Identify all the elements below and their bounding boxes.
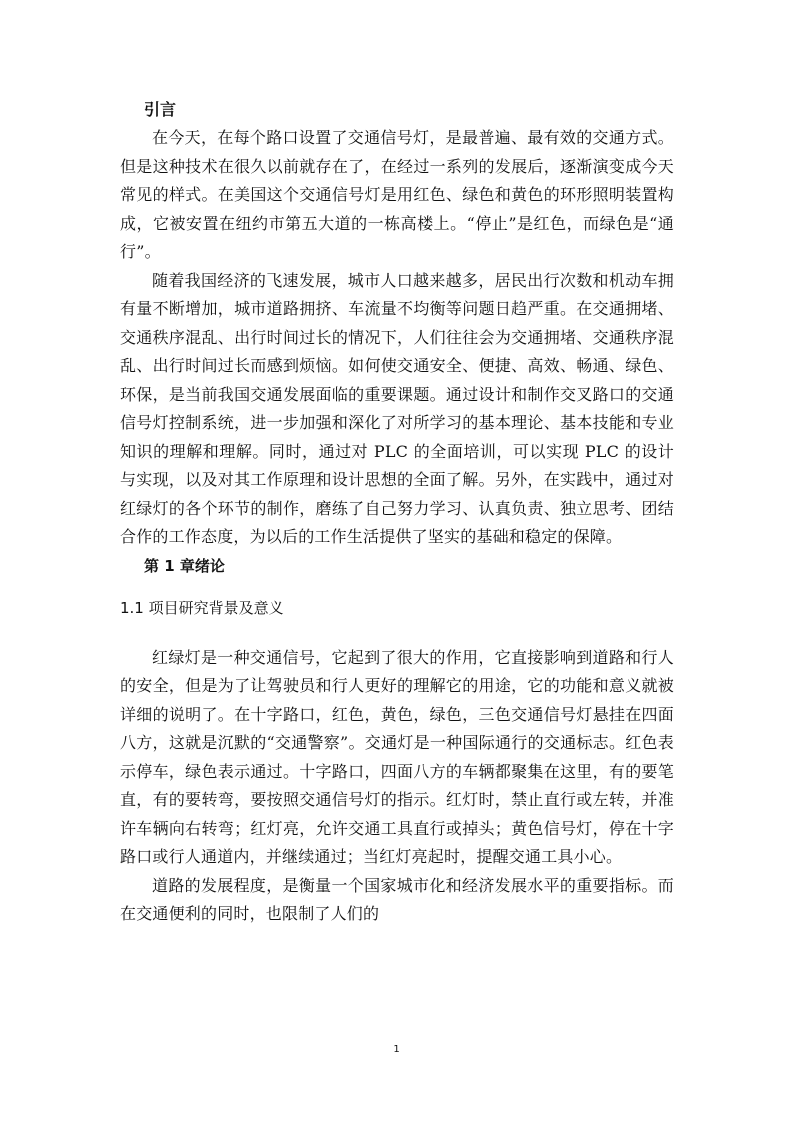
section-paragraph-2: 道路的发展程度，是衡量一个国家城市化和经济发展水平的重要指标。而在交通便利的同时，也限制了人们的 <box>120 875 674 923</box>
intro-paragraph-1: 在今天，在每个路口设置了交通信号灯，是最普遍、最有效的交通方式。但是这种技术在很久以前就存在了，在经过一系列的发展后，逐渐演变成今天常见的样式。在美国这个交通信号灯是用红色、绿色和黄色的环形照明装置构成，它被安置在纽约市第五大道的一栋高楼上。“停止”是红色，而绿色是“通行”。 <box>120 128 674 261</box>
page-content <box>120 96 674 929</box>
section-paragraph-1: 红绿灯是一种交通信号，它起到了很大的作用，它直接影响到道路和行人的安全，但是为了让驾驶员和行人更好的理解它的用途，它的功能和意义就被详细的说明了。在十字路口，红色，黄色，绿色，三色交通信号灯悬挂在四面八方，这就是沉默的“交通警察”。交通灯是一种国际通行的交通标志。红色表示停车，绿色表示通过。十字路口，四面八方的车辆都聚集在这里，有的要笔直，有的要转弯，要按照交通信号灯的指示。红灯时，禁止直行或左转，并准许车辆向右转弯；红灯亮，允许交通工具直行或掉头；黄色信号灯，停在十字路口或行人通道内，并继续通过；当红灯亮起时，提醒交通工具小心。 <box>120 647 674 866</box>
chapter-heading: 第 1 章绪论 <box>144 556 225 575</box>
section-heading: 1.1 项目研究背景及意义 <box>120 598 284 617</box>
intro-paragraph-2: 随着我国经济的飞速发展，城市人口越来越多，居民出行次数和机动车拥有量不断增加，城市道路拥挤、车流量不均衡等问题日趋严重。在交通拥堵、交通秩序混乱、出行时间过长的情况下，人们往往会为交通拥堵、交通秩序混乱、出行时间过长而感到烦恼。如何使交通安全、便捷、高效、畅通、绿色、环保，是当前我国交通发展面临的重要课题。通过设计和制作交叉路口的交通信号灯控制系统，进一步加强和深化了对所学习的基本理论、基本技能和专业知识的理解和理解。同时，通过对 PLC 的全面培训，可以实现 PLC 的设计与实现，以及对其工作原理和设计思想的全面了解。另外，在实践中，通过对红绿灯的各个环节的制作，磨练了自己努力学习、认真负责、独立思考、团结合作的工作态度，为以后的工作生活提供了坚实的基础和稳定的保障。 <box>120 270 674 546</box>
intro-heading: 引言 <box>144 100 177 119</box>
page-number: 1 <box>393 1044 400 1055</box>
